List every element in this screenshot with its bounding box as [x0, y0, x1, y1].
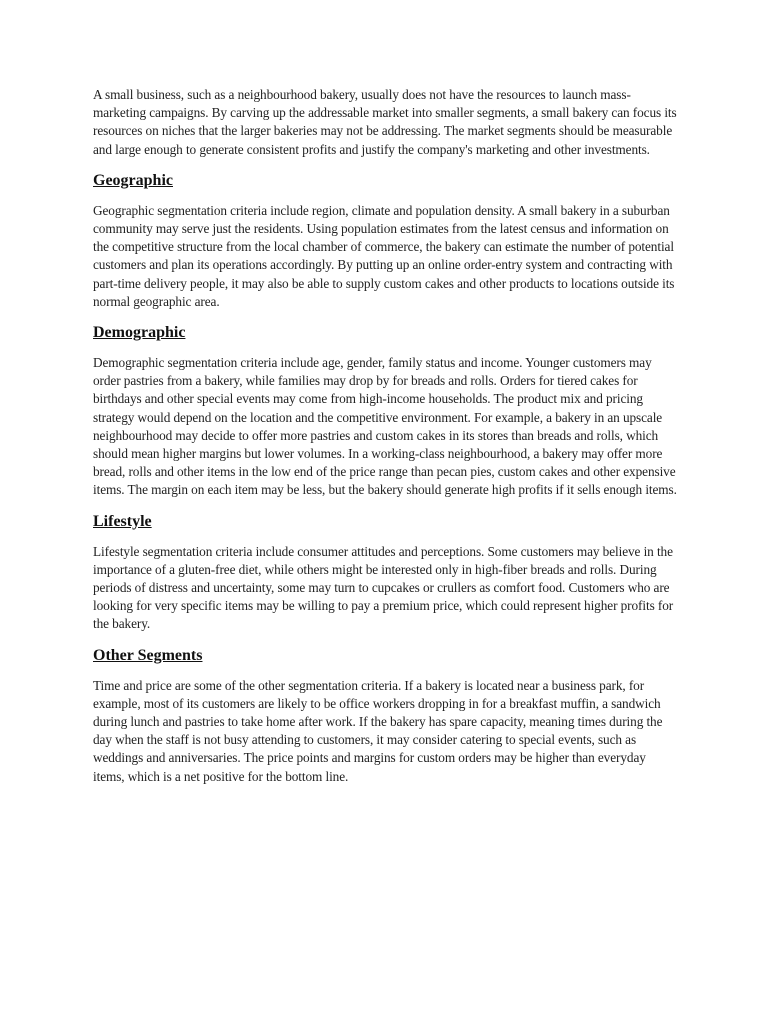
document-page — [93, 86, 678, 798]
paragraph-lifestyle: Lifestyle segmentation criteria include consumer attitudes and perceptions. Some customers may believe in the importance of a gluten-free diet, while others might be interested only in high-fiber breads and rolls. During periods of distress and uncertainty, some may turn to cupcakes or crullers as comfort food. Customers who are looking for very specific items may be willing to pay a premium price, which could represent higher profits for the bakery. — [93, 543, 674, 632]
heading-geographic: Geographic — [93, 171, 173, 189]
paragraph-geographic: Geographic segmentation criteria include region, climate and population density. A small bakery in a suburban community may serve just the residents. Using population estimates from the latest census and information on the competitive structure from the local chamber of commerce, the bakery can estimate the number of potential customers and plan its operations accordingly. By putting up an online order-entry system and contracting with part-time delivery people, it may also be able to supply custom cakes and other products to locations outside its normal geographic area. — [93, 202, 675, 309]
heading-lifestyle: Lifestyle — [93, 512, 152, 530]
heading-other-segments: Other Segments — [93, 646, 203, 664]
intro-paragraph: A small business, such as a neighbourhood bakery, usually does not have the resources to launch mass-marketing campaigns. By carving up the addressable market into smaller segments, a small bakery can focus its resources on niches that the larger bakeries may not be addressing. The market segments should be measurable and large enough to generate consistent profits and justify the company's marketing and other investments. — [93, 87, 677, 157]
heading-demographic: Demographic — [93, 324, 186, 342]
paragraph-other-segments: Time and price are some of the other segmentation criteria. If a bakery is located near a business park, for example, most of its customers are likely to be office workers dropping in for a breakfast muffin, a sandwich during lunch and pastries to take home after work. If the bakery has spare capacity, meaning times during the day when the staff is not busy attending to customers, it may consider catering to special events, such as weddings and anniversaries. The price points and margins for custom orders may be higher than everyday items, which is a net positive for the bottom line. — [93, 677, 663, 784]
paragraph-demographic: Demographic segmentation criteria include age, gender, family status and income. Younger customers may order pastries from a bakery, while families may drop by for breads and rolls. Orders for tiered cakes for birthdays and other special events may come from high-income households. The product mix and pricing strategy would depend on the location and the competitive environment. For example, a bakery in an upscale neighbourhood may decide to offer more pastries and custom cakes in its stores than breads and rolls, which should mean higher margins but lower volumes. In a working-class neighbourhood, a bakery may offer more bread, rolls and other items in the low end of the price range than pecan pies, custom cakes and other expensive items. The margin on each item may be less, but the bakery should generate high profits if it sells enough items. — [93, 355, 677, 498]
